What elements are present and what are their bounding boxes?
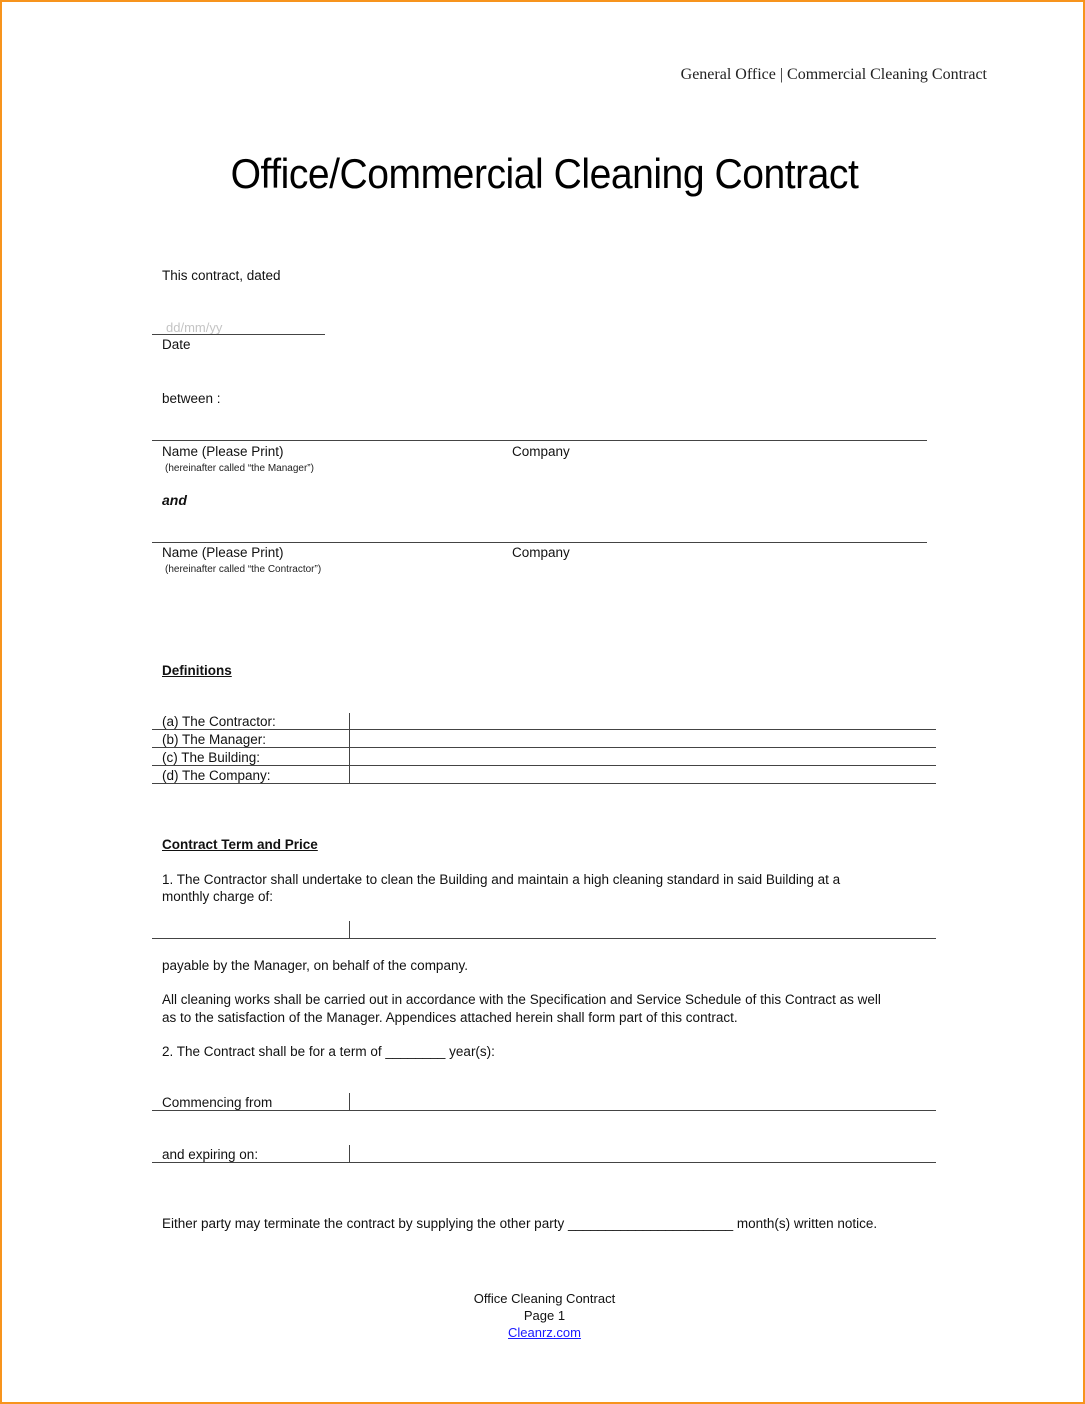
cleaning-works-line1: All cleaning works shall be carried out in accordance with the Specification and Service Schedule of this Contract as well <box>162 992 881 1007</box>
monthly-charge-line <box>152 938 936 939</box>
and-label: and <box>162 492 187 508</box>
expiring-line <box>152 1162 936 1163</box>
term-price-heading: Contract Term and Price <box>162 837 318 852</box>
commencing-divider <box>349 1093 350 1110</box>
manager-signature-line[interactable] <box>152 440 927 441</box>
definition-label-contractor: (a) The Contractor: <box>162 714 276 729</box>
definition-label-building: (c) The Building: <box>162 750 261 765</box>
commencing-line <box>152 1110 936 1111</box>
contractor-name-label: Name (Please Print) <box>162 545 284 560</box>
date-underline <box>152 334 325 335</box>
contractor-company-label: Company <box>512 545 570 560</box>
payable-text: payable by the Manager, on behalf of the company. <box>162 958 468 973</box>
expiring-label: and expiring on: <box>162 1147 259 1162</box>
dated-label: This contract, dated <box>162 268 281 283</box>
expiring-divider <box>349 1145 350 1162</box>
definition-line <box>152 765 936 766</box>
clause1-line1: 1. The Contractor shall undertake to clean the Building and maintain a high cleaning standard in said Building at a <box>162 872 841 887</box>
contractor-signature-line[interactable] <box>152 542 927 543</box>
definition-field-contractor[interactable] <box>354 714 934 729</box>
definition-label-company: (d) The Company: <box>162 768 271 783</box>
page-title: Office/Commercial Cleaning Contract <box>230 150 859 197</box>
manager-company-label: Company <box>512 444 570 459</box>
definition-field-building[interactable] <box>354 750 934 765</box>
monthly-charge-field[interactable] <box>354 922 934 937</box>
commencing-label: Commencing from <box>162 1095 273 1110</box>
manager-name-label: Name (Please Print) <box>162 444 284 459</box>
running-header: General Office | Commercial Cleaning Contract <box>680 66 987 83</box>
manager-note: (hereinafter called “the Manager”) <box>165 463 314 474</box>
contractor-note: (hereinafter called “the Contractor”) <box>165 564 322 575</box>
definition-field-company[interactable] <box>354 768 934 783</box>
between-label: between : <box>162 391 221 406</box>
expiring-field[interactable] <box>354 1146 934 1161</box>
monthly-charge-divider <box>349 921 350 938</box>
definition-field-manager[interactable] <box>354 732 934 747</box>
clause1-line2: monthly charge of: <box>162 889 274 904</box>
definition-line <box>152 747 936 748</box>
termination-text: Either party may terminate the contract by supplying the other party ______________________ month(s) written notice. <box>162 1216 878 1231</box>
footer-doc-name: Office Cleaning Contract <box>473 1291 616 1306</box>
date-input[interactable]: dd/mm/yy <box>166 320 223 335</box>
footer-page-number: Page 1 <box>523 1308 566 1323</box>
clause2-term: 2. The Contract shall be for a term of ________ year(s): <box>162 1044 495 1059</box>
commencing-field[interactable] <box>354 1094 934 1109</box>
cleaning-works-line2: as to the satisfaction of the Manager. Appendices attached herein shall form part of this contract. <box>162 1010 738 1025</box>
footer-link[interactable]: Cleanrz.com <box>508 1325 581 1340</box>
definitions-divider <box>349 713 350 784</box>
definition-label-manager: (b) The Manager: <box>162 732 267 747</box>
definitions-heading: Definitions <box>162 663 232 678</box>
definition-line <box>152 783 936 784</box>
date-label: Date <box>162 337 191 352</box>
definition-line <box>152 729 936 730</box>
